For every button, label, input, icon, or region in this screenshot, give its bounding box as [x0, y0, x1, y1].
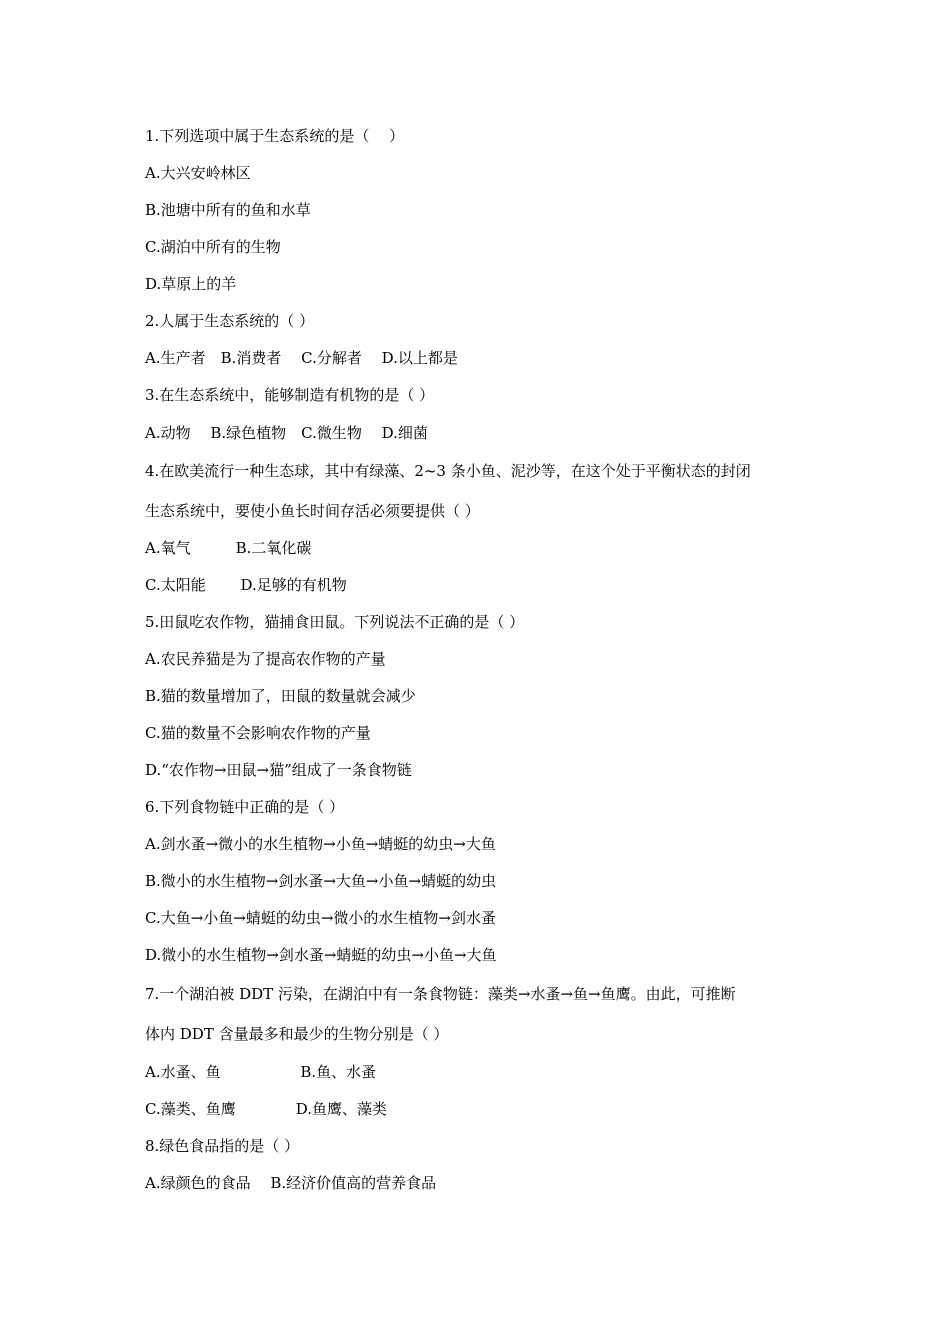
q4-options-ab: A.氧气 B.二氧化碳 [145, 539, 312, 557]
q1-option-c: C.湖泊中所有的生物 [145, 238, 281, 256]
q5-option-d: D.“农作物→田鼠→猫”组成了一条食物链 [145, 761, 412, 779]
q7-stem-line2: 体内 DDT 含量最多和最少的生物分别是（ ） [145, 1025, 449, 1043]
q4-stem-line2: 生态系统中，要使小鱼长时间存活必须要提供（ ） [145, 502, 480, 520]
q4-options-cd: C.太阳能 D.足够的有机物 [145, 576, 347, 594]
q5-option-c: C.猫的数量不会影响农作物的产量 [145, 724, 371, 742]
q1-option-d: D.草原上的羊 [145, 275, 237, 293]
q7-stem-line1: 7.一个湖泊被 DDT 污染，在湖泊中有一条食物链：藻类→水蚤→鱼→鱼鹰。由此，可推断 [145, 985, 736, 1003]
q6-option-c: C.大鱼→小鱼→蜻蜓的幼虫→微小的水生植物→剑水蚤 [145, 909, 496, 927]
q3-options: A.动物 B.绿色植物 C.微生物 D.细菌 [145, 424, 428, 442]
q2-stem: 2.人属于生态系统的（ ） [145, 312, 315, 330]
q5-option-a: A.农民养猫是为了提高农作物的产量 [145, 650, 386, 668]
q8-options-ab: A.绿颜色的食品 B.经济价值高的营养食品 [145, 1174, 437, 1192]
q8-stem: 8.绿色食品指的是（ ） [145, 1137, 300, 1155]
q4-stem-line1: 4.在欧美流行一种生态球，其中有绿藻、2~3 条小鱼、泥沙等，在这个处于平衡状态的封闭 [145, 462, 751, 480]
q2-options: A.生产者 B.消费者 C.分解者 D.以上都是 [145, 349, 458, 367]
q6-option-b: B.微小的水生植物→剑水蚤→大鱼→小鱼→蜻蜓的幼虫 [145, 872, 497, 890]
q7-options-ab: A.水蚤、鱼 B.鱼、水蚤 [145, 1063, 377, 1081]
q1-option-a: A.大兴安岭林区 [145, 164, 251, 182]
q1-stem: 1.下列选项中属于生态系统的是（ ） [145, 127, 405, 145]
q5-option-b: B.猫的数量增加了，田鼠的数量就会减少 [145, 687, 416, 705]
q6-option-a: A.剑水蚤→微小的水生植物→小鱼→蜻蜓的幼虫→大鱼 [145, 835, 496, 853]
q3-stem: 3.在生态系统中，能够制造有机物的是（ ） [145, 386, 435, 404]
q6-option-d: D.微小的水生植物→剑水蚤→蜻蜓的幼虫→小鱼→大鱼 [145, 946, 497, 964]
q7-options-cd: C.藻类、鱼鹰 D.鱼鹰、藻类 [145, 1100, 387, 1118]
q6-stem: 6.下列食物链中正确的是（ ） [145, 798, 345, 816]
q1-option-b: B.池塘中所有的鱼和水草 [145, 201, 311, 219]
q5-stem: 5.田鼠吃农作物，猫捕食田鼠。下列说法不正确的是（ ） [145, 613, 525, 631]
